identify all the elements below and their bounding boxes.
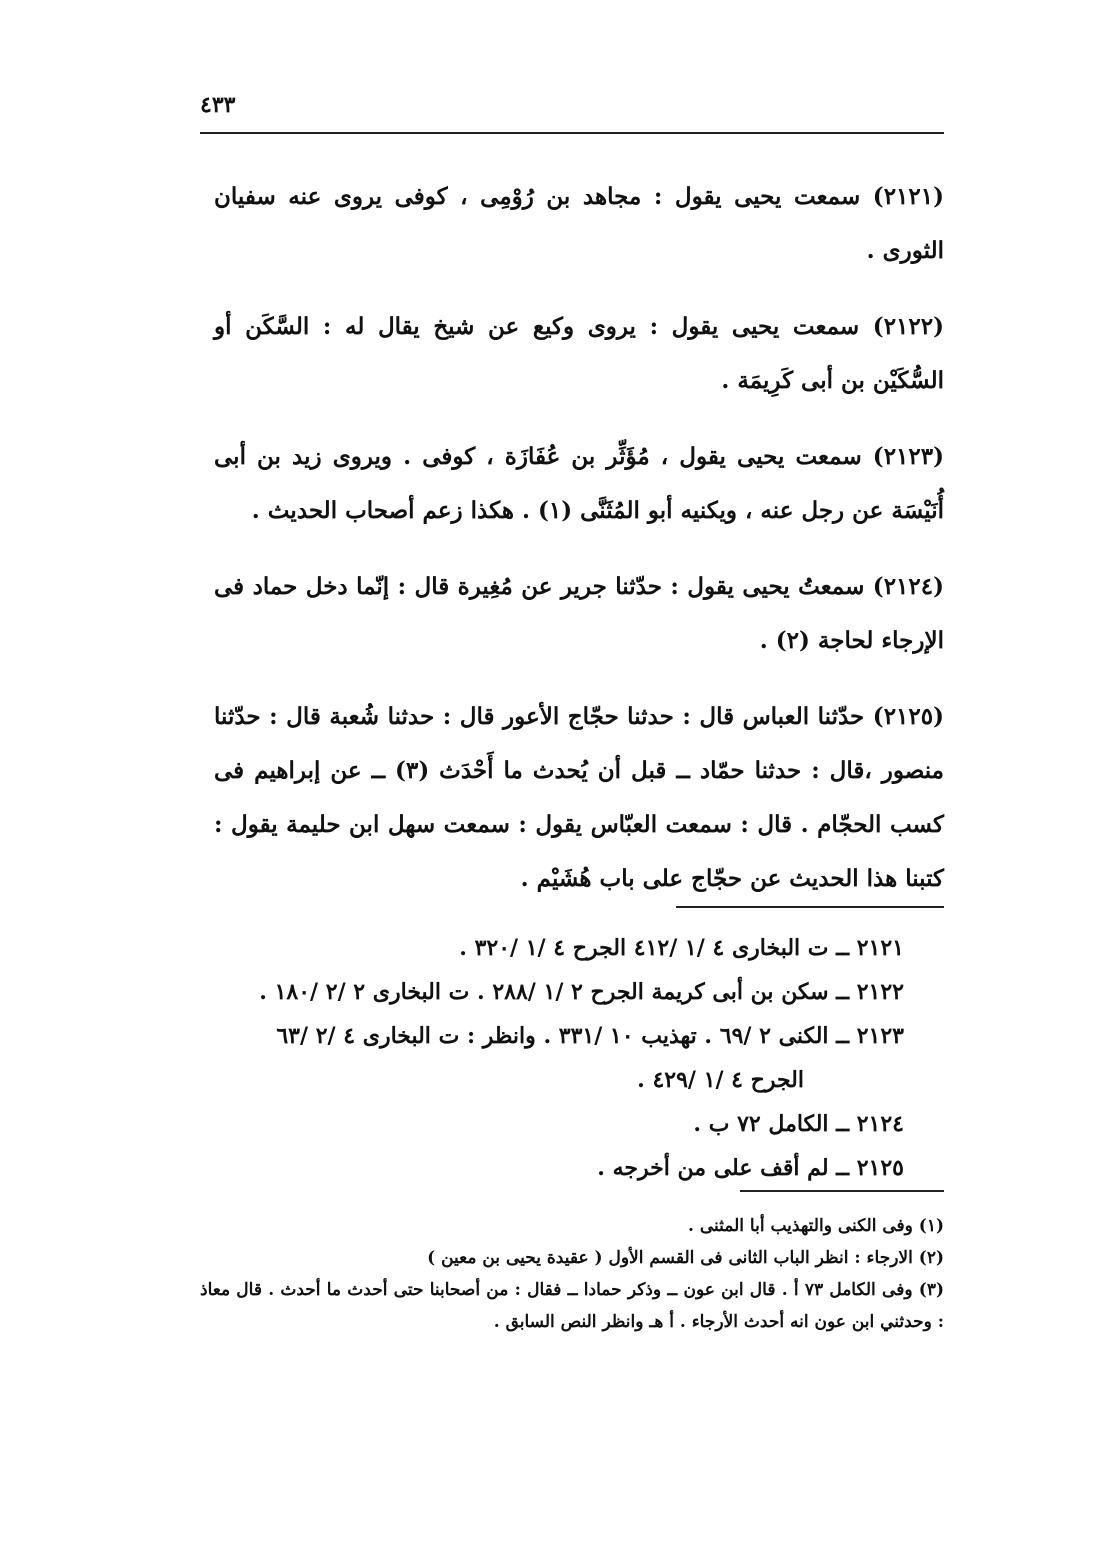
page-number: ٤٣٣: [200, 92, 236, 118]
footnote-rule: [740, 1190, 944, 1192]
reference-2122: ٢١٢٢ ــ سكن بن أبى كريمة الجرح ٢ /١ /٢٨٨ . ت البخارى ٢ /٢ /١٨٠ .: [259, 979, 904, 1005]
references: [214, 926, 904, 1190]
reference-2124: ٢١٢٤ ــ الكامل ٧٢ ب .: [693, 1111, 904, 1137]
footnote-2: (٢) الارجاء : انظر الباب الثانى فى القسم الأول ( عقيدة يحيى بن معين ): [427, 1248, 944, 1268]
footnote-1: (١) وفى الكنى والتهذيب أبا المثنى .: [688, 1216, 944, 1236]
reference-2123-cont: الجرح ٤ /١ /٤٢٩ .: [637, 1067, 804, 1093]
entry-2123: (٢١٢٣) سمعت يحيى يقول ، مُؤَثِّر بن عُفَازَة ، كوفى . ويروى زيد بن أبى أُنَيْسَة عن رجل عنه ، ويكنيه أبو المُثَنَّى (١) . هكذا زعم أصحاب الحديث .: [214, 443, 944, 524]
entry-2125: (٢١٢٥) حدّثنا العباس قال : حدثنا حجّاج الأعور قال : حدثنا شُعبة قال : حدّثنا منصور ،قال : حدثنا حمّاد ــ قبل أن يُحدث ما أَحْدَث (٣) ــ عن إبراهيم فى كسب الحجّام . قال : سمعت العبّاس يقول : سمعت سهل ابن حليمة يقول : كتبنا هذا الحديث عن حجّاج على باب هُشَيْم .: [214, 703, 944, 892]
entry-2122: (٢١٢٢) سمعت يحيى يقول : يروى وكيع عن شيخ يقال له : السَّكَن أو السُّكَيْن بن أبى كَرِيمَة .: [214, 313, 944, 394]
header-rule: [200, 132, 944, 134]
entry-2124: (٢١٢٤) سمعتُ يحيى يقول : حدّثنا جرير عن مُغِيرة قال : إنّما دخل حماد فى الإرجاء لحاجة (٢) .: [214, 573, 944, 654]
reference-2123: ٢١٢٣ ــ الكنى ٢ /٦٩ . تهذيب ١٠ /٣٣١ . وانظر : ت البخارى ٤ /٢ /٦٣: [276, 1023, 904, 1049]
main-text: [214, 170, 944, 928]
reference-2121: ٢١٢١ ــ ت البخارى ٤ /١ /٤١٢ الجرح ٤ /١ /٣٢٠ .: [459, 935, 904, 961]
footnote-3: (٣) وفى الكامل ٧٣ أ . قال ابن عون ــ وذكر حمادا ــ فقال : من أصحابنا حتى أحدث ما أحدث . قال معاذ : وحدثني ابن عون انه أحدث الأرجاء . أ هـ وانظر النص السابق .: [200, 1280, 944, 1332]
references-rule: [676, 906, 944, 908]
footnotes: [200, 1210, 944, 1338]
reference-2125: ٢١٢٥ ــ لم أقف على من أخرجه .: [597, 1155, 904, 1181]
entry-2121: (٢١٢١) سمعت يحيى يقول : مجاهد بن رُوْمِى ، كوفى يروى عنه سفيان الثورى .: [214, 183, 944, 264]
